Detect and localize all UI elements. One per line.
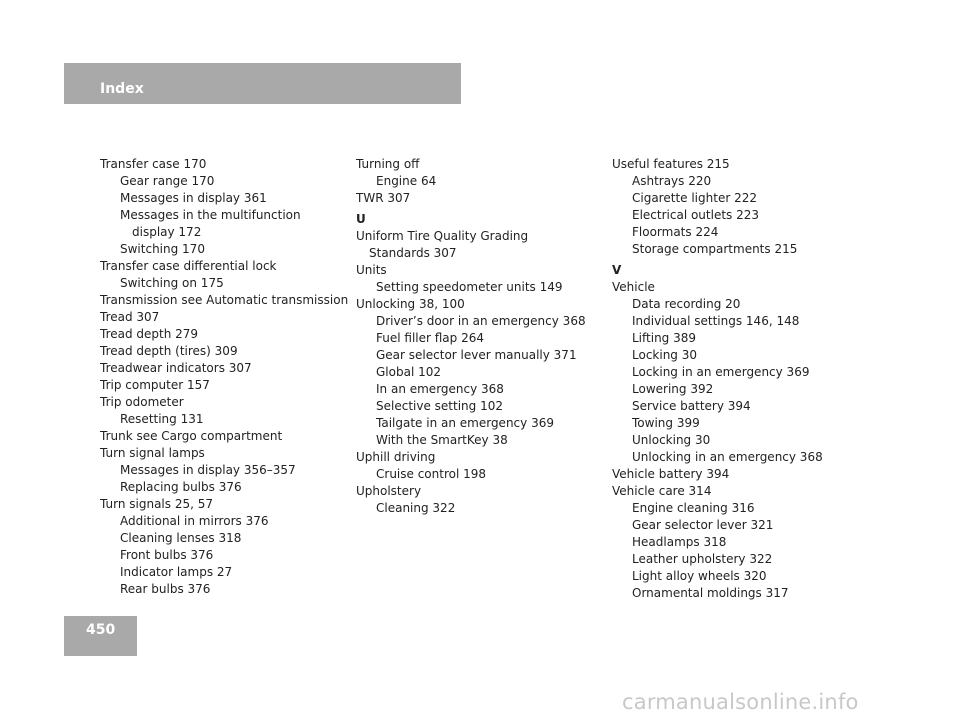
index-entry: Additional in mirrors 376: [120, 514, 269, 528]
index-entry: Trunk see Cargo compartment: [100, 429, 283, 443]
index-entry: Tread 307: [100, 310, 160, 324]
index-entry: Lifting 389: [632, 331, 697, 345]
index-entry: Tread depth 279: [100, 327, 199, 341]
index-column-3: [612, 156, 857, 602]
index-entry: Cleaning 322: [376, 501, 456, 515]
index-entry: Unlocking 38, 100: [356, 297, 465, 311]
index-entry: Useful features 215: [612, 157, 730, 171]
index-entry: Cruise control 198: [376, 467, 487, 481]
index-entry: Towing 399: [632, 416, 700, 430]
index-entry: Leather upholstery 322: [632, 552, 773, 566]
index-entry: Trip odometer: [100, 395, 184, 409]
index-entry: Engine cleaning 316: [632, 501, 755, 515]
index-entry: In an emergency 368: [376, 382, 504, 396]
index-entry: Switching 170: [120, 242, 205, 256]
index-entry: Vehicle: [612, 280, 655, 294]
watermark: carmanualsonline.info: [622, 690, 859, 714]
page-number-box: [64, 616, 137, 656]
index-entry: Storage compartments 215: [632, 242, 798, 256]
index-entry: Ashtrays 220: [632, 174, 712, 188]
index-entry: Unlocking in an emergency 368: [632, 450, 823, 464]
index-entry: Fuel filler flap 264: [376, 331, 484, 345]
index-entry: Transmission see Automatic transmission: [100, 293, 349, 307]
index-entry: Individual settings 146, 148: [632, 314, 800, 328]
index-entry: Selective setting 102: [376, 399, 503, 413]
index-entry: Treadwear indicators 307: [100, 361, 252, 375]
index-entry: Transfer case differential lock: [100, 259, 277, 273]
index-entry: Replacing bulbs 376: [120, 480, 242, 494]
index-letter-heading: V: [612, 263, 622, 277]
index-entry: Resetting 131: [120, 412, 204, 426]
index-letter-heading: U: [356, 212, 366, 226]
index-entry: Unlocking 30: [632, 433, 711, 447]
index-entry: Lowering 392: [632, 382, 714, 396]
index-entry: With the SmartKey 38: [376, 433, 508, 447]
index-entry: Turn signals 25, 57: [100, 497, 213, 511]
index-entry: Locking 30: [632, 348, 698, 362]
page-number: 450: [86, 622, 116, 638]
index-entry: Indicator lamps 27: [120, 565, 233, 579]
index-entry: Turning off: [356, 157, 420, 171]
index-column-2: [356, 156, 601, 517]
index-entry: Cleaning lenses 318: [120, 531, 242, 545]
index-entry: Service battery 394: [632, 399, 751, 413]
index-entry: Gear selector lever manually 371: [376, 348, 577, 362]
index-entry: Vehicle care 314: [612, 484, 712, 498]
index-entry: Global 102: [376, 365, 441, 379]
index-entry: Tailgate in an emergency 369: [376, 416, 554, 430]
index-entry: Cigarette lighter 222: [632, 191, 757, 205]
index-entry: Gear range 170: [120, 174, 215, 188]
index-column-1: [100, 156, 349, 598]
index-entry: Tread depth (tires) 309: [100, 344, 238, 358]
index-entry: TWR 307: [356, 191, 411, 205]
index-entry: Units: [356, 263, 387, 277]
index-entry: Ornamental moldings 317: [632, 586, 789, 600]
index-entry: Uphill driving: [356, 450, 436, 464]
index-entry: Gear selector lever 321: [632, 518, 774, 532]
index-entry: Data recording 20: [632, 297, 741, 311]
index-entry: Rear bulbs 376: [120, 582, 211, 596]
header-bar: [64, 63, 461, 104]
index-entry: Light alloy wheels 320: [632, 569, 767, 583]
index-entry: Turn signal lamps: [100, 446, 205, 460]
index-entry: Trip computer 157: [100, 378, 210, 392]
index-entry: Setting speedometer units 149: [376, 280, 563, 294]
index-entry: Transfer case 170: [100, 157, 207, 171]
index-entry: Locking in an emergency 369: [632, 365, 810, 379]
index-entry: Messages in display 356–357: [120, 463, 296, 477]
index-entry: Vehicle battery 394: [612, 467, 730, 481]
index-entry: Messages in the multifunction: [120, 208, 301, 222]
index-entry: Messages in display 361: [120, 191, 267, 205]
index-entry: Standards 307: [369, 246, 457, 260]
index-entry: Headlamps 318: [632, 535, 727, 549]
page-title: Index: [100, 81, 144, 97]
index-entry: display 172: [132, 225, 202, 239]
index-entry: Floormats 224: [632, 225, 719, 239]
index-entry: Driver’s door in an emergency 368: [376, 314, 586, 328]
index-entry: Switching on 175: [120, 276, 224, 290]
index-entry: Electrical outlets 223: [632, 208, 760, 222]
index-entry: Front bulbs 376: [120, 548, 214, 562]
index-entry: Upholstery: [356, 484, 422, 498]
index-entry: Engine 64: [376, 174, 437, 188]
index-entry: Uniform Tire Quality Grading: [356, 229, 529, 243]
